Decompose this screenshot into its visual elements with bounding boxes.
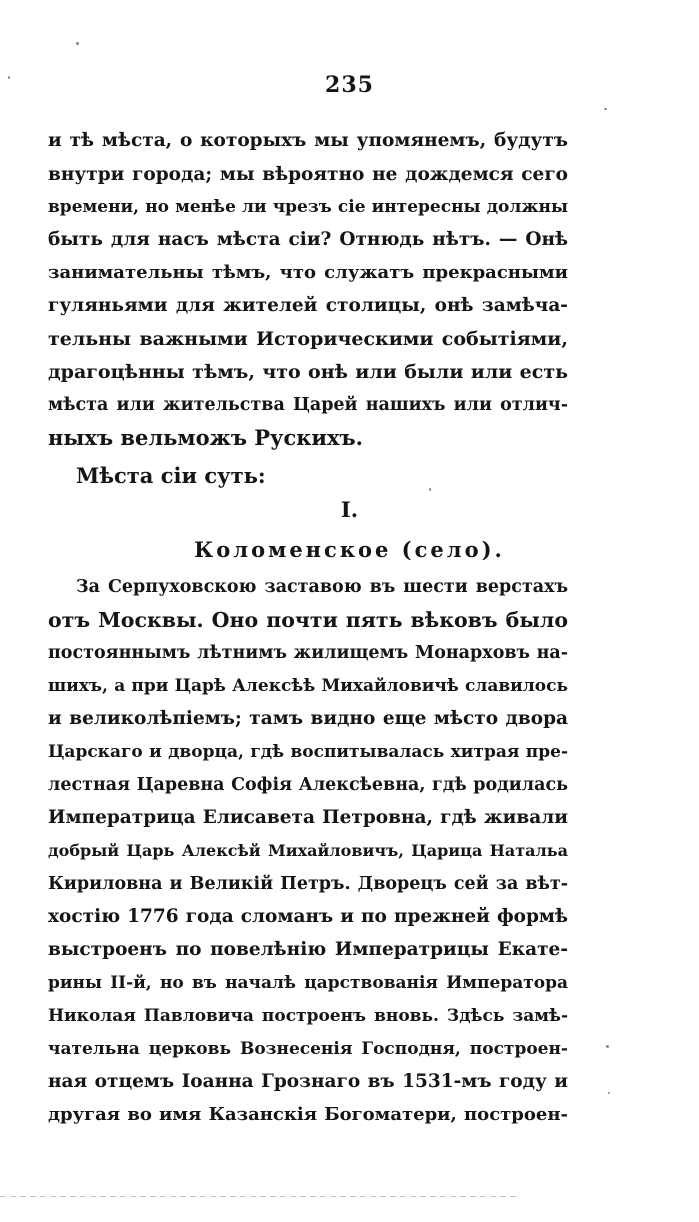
scan-edge-rule [0,1196,520,1197]
scan-speck [606,1045,609,1048]
text-line: За Серпуховскою заставою въ шести верстахъ [76,577,568,597]
scan-speck [608,1092,610,1094]
text-line: постояннымъ лѣтнимъ жилищемъ Монарховъ на- [48,643,568,663]
text-line: добрый Царь Алексѣй Михайловичъ, Царица Натальа [48,841,568,860]
text-line: хостію 1776 года сломанъ и по прежней формѣ [48,906,568,927]
text-line: мѣста или жительства Царей нашихъ или отлич- [48,395,568,415]
text-line: занимательны тѣмъ, что служатъ прекрасными [48,262,568,283]
text-line: Николая Павловича построенъ вновь. Здѣсь замѣ- [48,1006,568,1026]
text-line: тельны важными Историческими событіями, [48,328,568,350]
scan-speck [76,42,79,45]
text-line: быть для насъ мѣста сіи? Отнюдь нѣтъ. — Онѣ [48,229,568,250]
text-line: и тѣ мѣста, о которыхъ мы упомянемъ, будутъ [48,130,568,151]
text-line: и великолѣпіемъ; тамъ видно еще мѣсто двора [48,708,568,729]
section-title: Коломенское (село). [194,537,505,562]
text-line: ныхъ вельможъ Рускихъ. [48,425,363,450]
text-line: шихъ, а при Царѣ Алексѣѣ Михайловичѣ славилось [48,676,568,696]
text-line: гуляньями для жителей столицы, онѣ замѣча- [48,295,568,316]
text-line: Императрица Елисавета Петровна, гдѣ живали [48,807,568,828]
places-intro: Мѣста сіи суть: [76,463,266,488]
text-line: Кириловна и Великій Петръ. Дворецъ сей за вѣт- [48,874,568,894]
scan-speck [604,108,607,110]
text-line: другая во имя Казанскія Богоматери, построен- [48,1104,568,1125]
text-line: времени, но менѣе ли чрезъ сіе интересны должны [48,197,568,217]
text-line: выстроенъ по повелѣнію Императрицы Екате- [48,939,568,960]
text-line: отъ Москвы. Оно почти пять вѣковъ было [48,608,568,632]
page-number: 235 [325,72,374,98]
section-number: I. [340,497,359,522]
text-line: чательна церковь Вознесенія Господня, построен- [48,1039,568,1059]
text-line: драгоцѣнны тѣмъ, что онѣ или были или есть [48,361,568,383]
text-line: ная отцемъ Іоанна Грознаго въ 1531-мъ году и [48,1071,568,1092]
text-line: рины II-й, но въ началѣ царствованія Императора [48,973,568,993]
text-line: внутри города; мы вѣроятно не дождемся сего [48,164,568,185]
text-line: Царскаго и дворца, гдѣ воспитывалась хитрая пре- [48,742,568,762]
text-line: лестная Царевна Софія Алексѣевна, гдѣ родилась [48,775,568,795]
